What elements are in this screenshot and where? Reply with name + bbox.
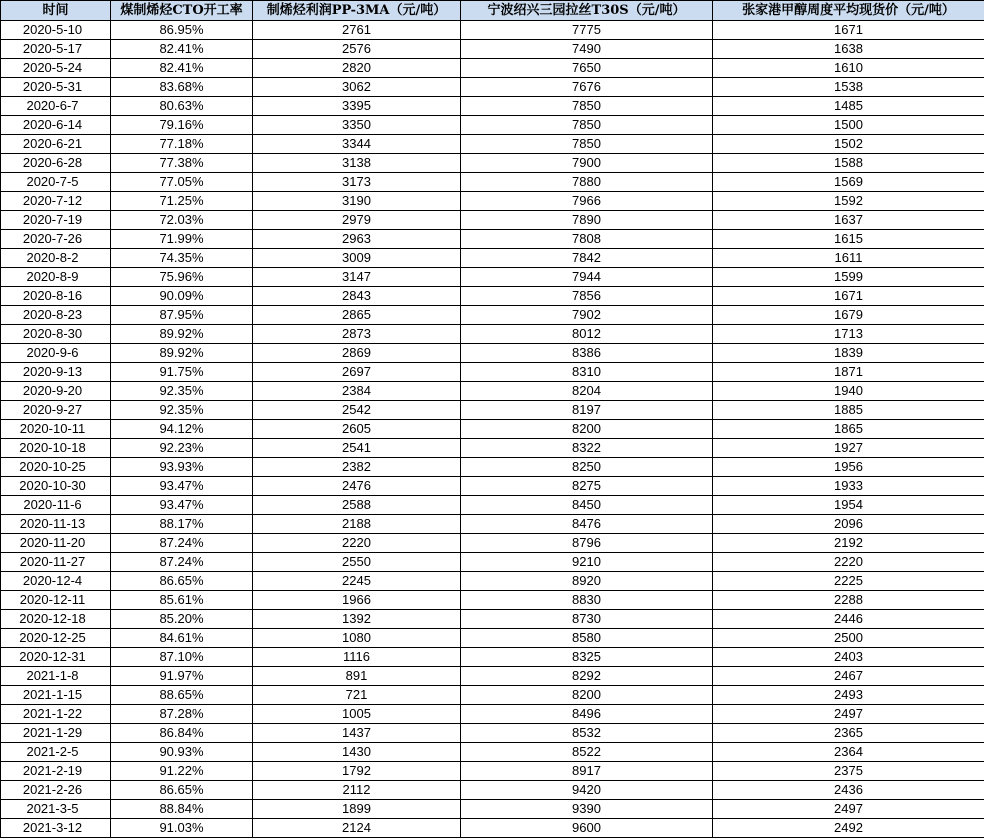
cell-cto-operating-rate: 92.35% [111, 401, 253, 420]
cell-date: 2020-8-30 [1, 325, 111, 344]
cell-date: 2020-8-16 [1, 287, 111, 306]
cell-methanol-price: 2225 [713, 572, 984, 591]
cell-methanol-price: 1839 [713, 344, 984, 363]
cell-date: 2020-6-21 [1, 135, 111, 154]
table-row [1, 439, 984, 458]
cell-date: 2020-12-4 [1, 572, 111, 591]
cell-olefin-profit: 1080 [253, 629, 461, 648]
cell-olefin-profit: 2384 [253, 382, 461, 401]
cell-date: 2020-9-20 [1, 382, 111, 401]
header-date: 时间 [1, 1, 111, 21]
cell-cto-operating-rate: 84.61% [111, 629, 253, 648]
cell-cto-operating-rate: 91.75% [111, 363, 253, 382]
cell-t30s-price: 7880 [461, 173, 713, 192]
table-row [1, 363, 984, 382]
cell-olefin-profit: 2979 [253, 211, 461, 230]
cell-t30s-price: 8250 [461, 458, 713, 477]
cell-date: 2020-8-9 [1, 268, 111, 287]
cell-date: 2020-12-18 [1, 610, 111, 629]
cell-cto-operating-rate: 86.65% [111, 781, 253, 800]
table-row [1, 420, 984, 439]
table-row [1, 515, 984, 534]
table-row [1, 325, 984, 344]
cell-date: 2020-6-7 [1, 97, 111, 116]
cell-methanol-price: 1671 [713, 287, 984, 306]
cell-methanol-price: 2220 [713, 553, 984, 572]
cell-date: 2021-3-12 [1, 819, 111, 838]
cell-t30s-price: 8200 [461, 686, 713, 705]
cell-cto-operating-rate: 82.41% [111, 59, 253, 78]
header-row [1, 1, 984, 21]
table-row [1, 173, 984, 192]
cell-date: 2020-8-2 [1, 249, 111, 268]
cell-t30s-price: 7808 [461, 230, 713, 249]
table-row [1, 40, 984, 59]
cell-date: 2020-12-31 [1, 648, 111, 667]
cell-methanol-price: 2492 [713, 819, 984, 838]
cell-date: 2020-5-24 [1, 59, 111, 78]
cell-cto-operating-rate: 89.92% [111, 344, 253, 363]
cell-cto-operating-rate: 75.96% [111, 268, 253, 287]
cell-date: 2021-1-15 [1, 686, 111, 705]
cell-date: 2021-1-8 [1, 667, 111, 686]
table-row [1, 211, 984, 230]
cell-date: 2020-6-28 [1, 154, 111, 173]
cell-olefin-profit: 2476 [253, 477, 461, 496]
cell-t30s-price: 9210 [461, 553, 713, 572]
cell-t30s-price: 8522 [461, 743, 713, 762]
table-row [1, 648, 984, 667]
cell-t30s-price: 9600 [461, 819, 713, 838]
cell-methanol-price: 1679 [713, 306, 984, 325]
cell-olefin-profit: 2220 [253, 534, 461, 553]
cell-olefin-profit: 1392 [253, 610, 461, 629]
cell-olefin-profit: 2873 [253, 325, 461, 344]
cell-cto-operating-rate: 86.95% [111, 21, 253, 40]
cell-cto-operating-rate: 87.24% [111, 534, 253, 553]
cell-methanol-price: 1637 [713, 211, 984, 230]
table-row [1, 534, 984, 553]
cell-cto-operating-rate: 80.63% [111, 97, 253, 116]
cell-methanol-price: 1599 [713, 268, 984, 287]
table-row [1, 97, 984, 116]
table-row [1, 610, 984, 629]
cell-olefin-profit: 3350 [253, 116, 461, 135]
cell-cto-operating-rate: 86.84% [111, 724, 253, 743]
cell-t30s-price: 7944 [461, 268, 713, 287]
cell-date: 2020-12-25 [1, 629, 111, 648]
cell-cto-operating-rate: 89.92% [111, 325, 253, 344]
cell-t30s-price: 8197 [461, 401, 713, 420]
table-row [1, 21, 984, 40]
cell-date: 2021-3-5 [1, 800, 111, 819]
table-row [1, 781, 984, 800]
cell-date: 2020-9-13 [1, 363, 111, 382]
cell-olefin-profit: 2382 [253, 458, 461, 477]
table-row [1, 401, 984, 420]
table-row [1, 344, 984, 363]
cell-date: 2021-1-22 [1, 705, 111, 724]
cell-olefin-profit: 2865 [253, 306, 461, 325]
cell-methanol-price: 2365 [713, 724, 984, 743]
header-cto-operating-rate: 煤制烯烃CTO开工率 [111, 1, 253, 21]
cell-cto-operating-rate: 79.16% [111, 116, 253, 135]
table-row [1, 287, 984, 306]
cell-olefin-profit: 1116 [253, 648, 461, 667]
cell-t30s-price: 7890 [461, 211, 713, 230]
cell-t30s-price: 7850 [461, 97, 713, 116]
cell-olefin-profit: 2550 [253, 553, 461, 572]
cell-olefin-profit: 2605 [253, 420, 461, 439]
cell-olefin-profit: 2820 [253, 59, 461, 78]
cell-date: 2021-1-29 [1, 724, 111, 743]
cell-date: 2020-8-23 [1, 306, 111, 325]
cell-t30s-price: 7900 [461, 154, 713, 173]
table-row [1, 59, 984, 78]
table-row [1, 135, 984, 154]
cell-t30s-price: 7842 [461, 249, 713, 268]
cell-olefin-profit: 3009 [253, 249, 461, 268]
cell-methanol-price: 1615 [713, 230, 984, 249]
table-body [1, 21, 984, 838]
cell-t30s-price: 9390 [461, 800, 713, 819]
cell-date: 2020-10-11 [1, 420, 111, 439]
cell-methanol-price: 2364 [713, 743, 984, 762]
cell-olefin-profit: 3344 [253, 135, 461, 154]
cell-olefin-profit: 3062 [253, 78, 461, 97]
cell-olefin-profit: 3147 [253, 268, 461, 287]
table-row [1, 800, 984, 819]
cell-t30s-price: 8322 [461, 439, 713, 458]
cell-olefin-profit: 891 [253, 667, 461, 686]
cell-cto-operating-rate: 93.93% [111, 458, 253, 477]
cell-t30s-price: 8920 [461, 572, 713, 591]
cell-methanol-price: 2375 [713, 762, 984, 781]
cell-cto-operating-rate: 87.24% [111, 553, 253, 572]
cell-olefin-profit: 2843 [253, 287, 461, 306]
cell-olefin-profit: 2761 [253, 21, 461, 40]
cell-t30s-price: 8012 [461, 325, 713, 344]
cell-methanol-price: 2288 [713, 591, 984, 610]
cell-olefin-profit: 2869 [253, 344, 461, 363]
cell-olefin-profit: 1792 [253, 762, 461, 781]
cell-methanol-price: 2500 [713, 629, 984, 648]
cell-t30s-price: 8580 [461, 629, 713, 648]
cell-date: 2020-6-14 [1, 116, 111, 135]
cell-methanol-price: 1638 [713, 40, 984, 59]
table-row [1, 382, 984, 401]
cell-olefin-profit: 2245 [253, 572, 461, 591]
cell-cto-operating-rate: 93.47% [111, 477, 253, 496]
table-row [1, 686, 984, 705]
cell-date: 2020-10-18 [1, 439, 111, 458]
cell-date: 2020-5-10 [1, 21, 111, 40]
cell-t30s-price: 7966 [461, 192, 713, 211]
cell-date: 2021-2-19 [1, 762, 111, 781]
cell-methanol-price: 1500 [713, 116, 984, 135]
cell-methanol-price: 1956 [713, 458, 984, 477]
table-row [1, 629, 984, 648]
cell-t30s-price: 8204 [461, 382, 713, 401]
cell-t30s-price: 8275 [461, 477, 713, 496]
cell-cto-operating-rate: 86.65% [111, 572, 253, 591]
table-row [1, 496, 984, 515]
cell-methanol-price: 1885 [713, 401, 984, 420]
cell-cto-operating-rate: 77.18% [111, 135, 253, 154]
cell-cto-operating-rate: 87.10% [111, 648, 253, 667]
table-row [1, 268, 984, 287]
cell-t30s-price: 8476 [461, 515, 713, 534]
cell-t30s-price: 7850 [461, 135, 713, 154]
cell-t30s-price: 8200 [461, 420, 713, 439]
cell-methanol-price: 1927 [713, 439, 984, 458]
cell-methanol-price: 1940 [713, 382, 984, 401]
cell-date: 2020-5-17 [1, 40, 111, 59]
cell-cto-operating-rate: 74.35% [111, 249, 253, 268]
cell-cto-operating-rate: 88.65% [111, 686, 253, 705]
cell-date: 2021-2-26 [1, 781, 111, 800]
cell-t30s-price: 8796 [461, 534, 713, 553]
cell-methanol-price: 2192 [713, 534, 984, 553]
cell-cto-operating-rate: 90.09% [111, 287, 253, 306]
cell-date: 2020-9-6 [1, 344, 111, 363]
cell-t30s-price: 7775 [461, 21, 713, 40]
cell-date: 2020-11-6 [1, 496, 111, 515]
cell-cto-operating-rate: 92.35% [111, 382, 253, 401]
cell-methanol-price: 1538 [713, 78, 984, 97]
cell-methanol-price: 1569 [713, 173, 984, 192]
cell-cto-operating-rate: 71.25% [111, 192, 253, 211]
cell-olefin-profit: 2542 [253, 401, 461, 420]
table-row [1, 306, 984, 325]
table-row [1, 249, 984, 268]
cell-t30s-price: 7856 [461, 287, 713, 306]
cell-olefin-profit: 1005 [253, 705, 461, 724]
cell-methanol-price: 2497 [713, 705, 984, 724]
cell-olefin-profit: 1437 [253, 724, 461, 743]
cell-methanol-price: 1954 [713, 496, 984, 515]
cell-cto-operating-rate: 88.17% [111, 515, 253, 534]
table-row [1, 477, 984, 496]
cell-olefin-profit: 3190 [253, 192, 461, 211]
cell-olefin-profit: 2541 [253, 439, 461, 458]
table-row [1, 591, 984, 610]
cell-olefin-profit: 2576 [253, 40, 461, 59]
table-row [1, 192, 984, 211]
table-header [1, 1, 984, 21]
cell-methanol-price: 1485 [713, 97, 984, 116]
table-row [1, 458, 984, 477]
cell-date: 2020-11-13 [1, 515, 111, 534]
cell-date: 2020-7-26 [1, 230, 111, 249]
cell-olefin-profit: 2188 [253, 515, 461, 534]
cell-t30s-price: 9420 [461, 781, 713, 800]
cell-cto-operating-rate: 71.99% [111, 230, 253, 249]
cell-olefin-profit: 1899 [253, 800, 461, 819]
cell-date: 2020-7-19 [1, 211, 111, 230]
cell-t30s-price: 7902 [461, 306, 713, 325]
cell-date: 2020-12-11 [1, 591, 111, 610]
cell-cto-operating-rate: 90.93% [111, 743, 253, 762]
cell-t30s-price: 7676 [461, 78, 713, 97]
cell-methanol-price: 2436 [713, 781, 984, 800]
cell-t30s-price: 8917 [461, 762, 713, 781]
cell-t30s-price: 8310 [461, 363, 713, 382]
table-row [1, 230, 984, 249]
cell-cto-operating-rate: 91.97% [111, 667, 253, 686]
cell-methanol-price: 1610 [713, 59, 984, 78]
cell-methanol-price: 2493 [713, 686, 984, 705]
cell-date: 2020-11-27 [1, 553, 111, 572]
header-olefin-profit: 制烯烃利润PP-3MA（元/吨） [253, 1, 461, 21]
cell-methanol-price: 2497 [713, 800, 984, 819]
table-row [1, 743, 984, 762]
table-row [1, 724, 984, 743]
table-row [1, 819, 984, 838]
cell-t30s-price: 8730 [461, 610, 713, 629]
table-row [1, 762, 984, 781]
cell-methanol-price: 2403 [713, 648, 984, 667]
cell-cto-operating-rate: 85.61% [111, 591, 253, 610]
cell-cto-operating-rate: 77.05% [111, 173, 253, 192]
table-row [1, 572, 984, 591]
cell-date: 2020-5-31 [1, 78, 111, 97]
cell-cto-operating-rate: 92.23% [111, 439, 253, 458]
cell-methanol-price: 1611 [713, 249, 984, 268]
cell-t30s-price: 7490 [461, 40, 713, 59]
cell-t30s-price: 8450 [461, 496, 713, 515]
table-row [1, 667, 984, 686]
cell-olefin-profit: 1430 [253, 743, 461, 762]
cell-t30s-price: 7850 [461, 116, 713, 135]
cell-olefin-profit: 2963 [253, 230, 461, 249]
cell-olefin-profit: 3173 [253, 173, 461, 192]
cell-t30s-price: 8532 [461, 724, 713, 743]
cell-cto-operating-rate: 94.12% [111, 420, 253, 439]
cell-methanol-price: 2096 [713, 515, 984, 534]
cell-cto-operating-rate: 88.84% [111, 800, 253, 819]
cell-olefin-profit: 2697 [253, 363, 461, 382]
cell-t30s-price: 8292 [461, 667, 713, 686]
cell-date: 2021-2-5 [1, 743, 111, 762]
cell-cto-operating-rate: 77.38% [111, 154, 253, 173]
cell-methanol-price: 1671 [713, 21, 984, 40]
cell-cto-operating-rate: 91.22% [111, 762, 253, 781]
cell-date: 2020-11-20 [1, 534, 111, 553]
cell-methanol-price: 1865 [713, 420, 984, 439]
cell-olefin-profit: 1966 [253, 591, 461, 610]
cell-methanol-price: 1588 [713, 154, 984, 173]
cell-olefin-profit: 2124 [253, 819, 461, 838]
cell-date: 2020-10-30 [1, 477, 111, 496]
header-t30s-price: 宁波绍兴三园拉丝T30S（元/吨） [461, 1, 713, 21]
table-row [1, 154, 984, 173]
cell-t30s-price: 8386 [461, 344, 713, 363]
cell-t30s-price: 8830 [461, 591, 713, 610]
cell-date: 2020-10-25 [1, 458, 111, 477]
cell-methanol-price: 1713 [713, 325, 984, 344]
cell-olefin-profit: 721 [253, 686, 461, 705]
cell-cto-operating-rate: 93.47% [111, 496, 253, 515]
cell-olefin-profit: 3138 [253, 154, 461, 173]
header-methanol-price: 张家港甲醇周度平均现货价（元/吨） [713, 1, 984, 21]
cell-methanol-price: 1502 [713, 135, 984, 154]
cell-cto-operating-rate: 82.41% [111, 40, 253, 59]
cell-methanol-price: 2446 [713, 610, 984, 629]
cell-cto-operating-rate: 85.20% [111, 610, 253, 629]
table-row [1, 553, 984, 572]
cell-cto-operating-rate: 87.28% [111, 705, 253, 724]
cell-t30s-price: 7650 [461, 59, 713, 78]
cell-t30s-price: 8325 [461, 648, 713, 667]
table-row [1, 78, 984, 97]
cell-methanol-price: 1871 [713, 363, 984, 382]
cell-date: 2020-7-12 [1, 192, 111, 211]
cell-methanol-price: 1592 [713, 192, 984, 211]
cell-methanol-price: 2467 [713, 667, 984, 686]
cell-date: 2020-9-27 [1, 401, 111, 420]
cell-methanol-price: 1933 [713, 477, 984, 496]
cell-cto-operating-rate: 83.68% [111, 78, 253, 97]
cell-date: 2020-7-5 [1, 173, 111, 192]
cell-olefin-profit: 2112 [253, 781, 461, 800]
cell-cto-operating-rate: 91.03% [111, 819, 253, 838]
cell-olefin-profit: 2588 [253, 496, 461, 515]
cell-cto-operating-rate: 87.95% [111, 306, 253, 325]
table-row [1, 116, 984, 135]
cell-t30s-price: 8496 [461, 705, 713, 724]
cell-olefin-profit: 3395 [253, 97, 461, 116]
table-row [1, 705, 984, 724]
cell-cto-operating-rate: 72.03% [111, 211, 253, 230]
